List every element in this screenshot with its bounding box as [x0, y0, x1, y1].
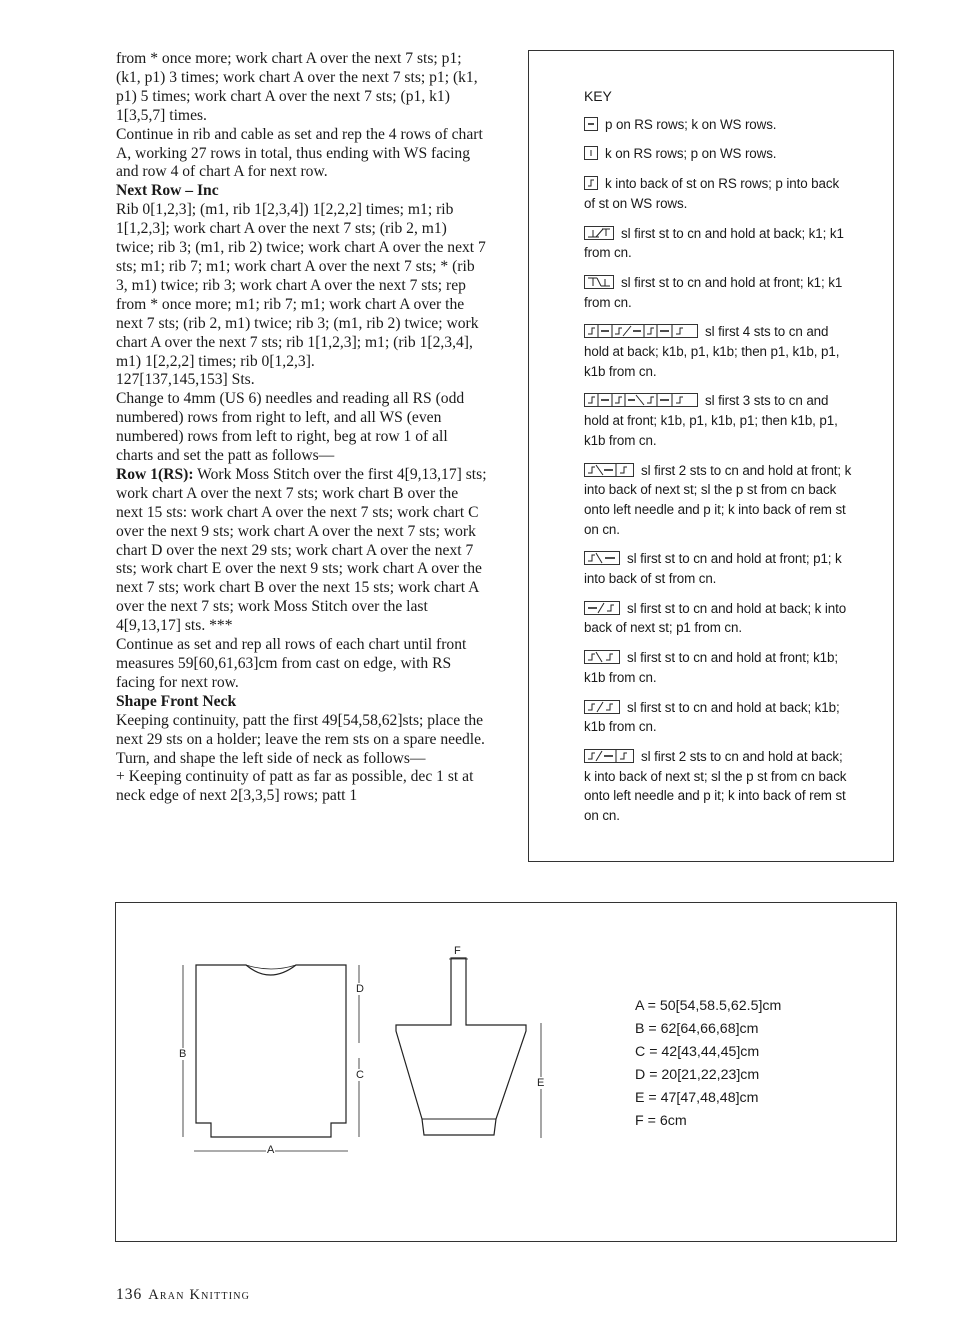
key-entry: [584, 648, 852, 687]
purl-symbol-icon: [584, 117, 598, 131]
section-heading-shape-front-neck: Shape Front Neck: [116, 692, 237, 710]
cable-7-front-symbol-icon: [584, 393, 698, 407]
key-entry-text: sl first st to cn and hold at front; k1; k1 from cn.: [584, 274, 843, 310]
cable-8-back-symbol-icon: [584, 324, 698, 338]
measurements-list: [635, 995, 781, 1133]
twist-back-purl-symbol-icon: [584, 601, 620, 615]
instruction-paragraph: Continue as set and rep all rows of each chart until front measures 59[60,61,63]cm from cast on edge, with RS facing for next row.: [116, 636, 467, 691]
dimension-label-b: B: [179, 1048, 187, 1060]
cross-3-back-symbol-icon: [584, 749, 634, 763]
key-entry-text: sl first 4 sts to cn and hold at back; k1b, p1, k1b; then p1, k1b, p1, k1b from cn.: [584, 324, 840, 379]
body-outline: [196, 965, 346, 1137]
instruction-paragraph: + Keeping continuity of patt as far as possible, dec 1 st at neck edge of next 2[3,3,5] rows; patt 1: [116, 768, 474, 805]
measurement-e: E = 47[47,48,48]cm: [635, 1090, 759, 1106]
key-entry: [584, 698, 852, 737]
instructions-column: [116, 50, 488, 806]
key-entry-text: sl first st to cn and hold at back; k into back of next st; p1 from cn.: [584, 600, 847, 636]
key-entry-text: sl first 2 sts to cn and hold at back; k into back of next st; sl the p st from cn back onto left needle and p it; k into back of rem st on cn.: [584, 748, 847, 824]
key-entry: [584, 549, 852, 588]
key-entry: [584, 391, 852, 450]
dimension-label-f: F: [454, 945, 461, 957]
dimension-label-d: D: [356, 983, 364, 995]
c2b-symbol-icon: [584, 226, 614, 240]
key-entry: [584, 461, 852, 540]
key-entry: [584, 322, 852, 381]
schematic-diagram-box: [115, 902, 897, 1242]
key-entry: [584, 224, 852, 263]
neck-curve: [246, 965, 296, 969]
twist-front-tbl-symbol-icon: [584, 650, 620, 664]
knit-tbl-symbol-icon: [584, 176, 598, 190]
instruction-paragraph: Keeping continuity, patt the first 49[54,58,62]sts; place the next 29 sts on a holder; leave the rem sts on a spare needle. Turn, and shape the left side of neck as follows—: [116, 711, 485, 767]
key-entry-text: sl first 2 sts to cn and hold at front; k into back of next st; sl the p st from cn back onto left needle and p it; k into back of rem st on cn.: [584, 462, 852, 537]
key-entry: [584, 115, 852, 135]
knit-symbol-icon: [584, 146, 598, 160]
key-entry-text: sl first st to cn and hold at back; k1; k1 from cn.: [584, 225, 844, 261]
dimension-label-e: E: [537, 1077, 545, 1089]
key-entry-text: k into back of st on RS rows; p into back of st on WS rows.: [584, 176, 840, 211]
key-entry-text: sl first st to cn and hold at back; k1b; k1b from cn.: [584, 699, 840, 735]
instruction-paragraph: Rib 0[1,2,3]; (m1, rib 1[2,3,4]) 1[2,2,2] times; m1; rib 1[1,2,3]; work chart A over the next 7 sts; (rib 2, m1) twice; rib 3; (m1, rib 2) twice; work chart A over the next 7 sts; m1; rib 7; m1; work chart A over the next 7 sts; * (rib 3, m1) twice; rib 3; work chart A over the next 7 sts; rep from * once more; m1; rib 7; m1; work chart A over the next 7 sts; (rib 2, m1) twice; rib 3; (m1, rib 2) twice; work chart A over the next 7 sts; rib 1[1,2,3]; m1; (rib 1[2,3,4], m1) 1[2,2,2] times; rib 0[1,2,3].: [116, 201, 486, 370]
twist-back-tbl-symbol-icon: [584, 700, 620, 714]
key-title: KEY: [584, 88, 612, 104]
key-entry-text: p on RS rows; k on WS rows.: [605, 116, 777, 132]
dimension-label-c: C: [356, 1069, 364, 1081]
measurement-b: B = 62[64,66,68]cm: [635, 1021, 759, 1037]
key-entry: [584, 747, 852, 826]
dimension-label-a: A: [267, 1144, 275, 1156]
section-heading-next-row-inc: Next Row – Inc: [116, 182, 219, 200]
key-entry-text: sl first 3 sts to cn and hold at front; k1b, p1, k1b, p1; then k1b, p1, k1b from cn.: [584, 393, 838, 448]
c2f-symbol-icon: [584, 275, 614, 289]
twist-front-purl-symbol-icon: [584, 551, 620, 565]
page-footer: [116, 1286, 250, 1304]
measurement-f: F = 6cm: [635, 1113, 687, 1129]
cross-3-front-symbol-icon: [584, 463, 634, 477]
chart-key-box: [528, 50, 894, 862]
key-entry-text: sl first st to cn and hold at front; k1b; k1b from cn.: [584, 650, 839, 685]
instruction-paragraph: from * once more; work chart A over the next 7 sts; p1; (k1, p1) 3 times; work chart A over the next 7 sts; p1; (k1, p1) 5 times; work chart A over the next 7 sts; (p1, k1) 1[3,5,7] times.: [116, 50, 478, 124]
book-title: Aran Knitting: [148, 1287, 251, 1303]
stitch-count: 127[137,145,153] Sts.: [116, 371, 255, 389]
instruction-paragraph: Change to 4mm (US 6) needles and reading all RS (odd numbered) rows from right to left, and all WS (even numbered) rows from left to right, beg at row 1 of all charts and set the patt as follows—: [116, 390, 465, 465]
key-entry: [584, 599, 852, 638]
measurement-a: A = 50[54,58.5,62.5]cm: [635, 998, 782, 1014]
key-entry-text: k on RS rows; p on WS rows.: [605, 146, 777, 162]
row-1-text: Work Moss Stitch over the first 4[9,13,17] sts; work chart A over the next 7 sts; work chart B over the next 15 sts: work chart A over the next 7 sts; work chart C over the next 9 sts; work chart A over the next 7 sts; work chart D over the next 29 sts; work chart A over the next 7 sts; work chart E over the next 9 sts; work chart A over the next 7 sts; work chart B over the next 15 sts; work chart A over the next 7 sts; work Moss Stitch over the last 4[9,13,17] sts. ***: [116, 465, 487, 635]
sleeve-outline: [396, 958, 526, 1135]
measurement-c: C = 42[43,44,45]cm: [635, 1044, 760, 1060]
measurement-d: D = 20[21,22,23]cm: [635, 1067, 760, 1083]
row-1-label: Row 1(RS):: [116, 465, 194, 483]
key-entry: [584, 174, 852, 213]
page-number: 136: [116, 1286, 143, 1303]
row-1-instruction: [116, 466, 488, 636]
key-entry-text: sl first st to cn and hold at front; p1; k into back of st from cn.: [584, 551, 842, 587]
key-entry: [584, 144, 852, 164]
instruction-paragraph: Continue in rib and cable as set and rep the 4 rows of chart A, working 27 rows in total, thus ending with WS facing and row 4 of chart A for next row.: [116, 125, 483, 181]
key-entry: [584, 273, 852, 312]
